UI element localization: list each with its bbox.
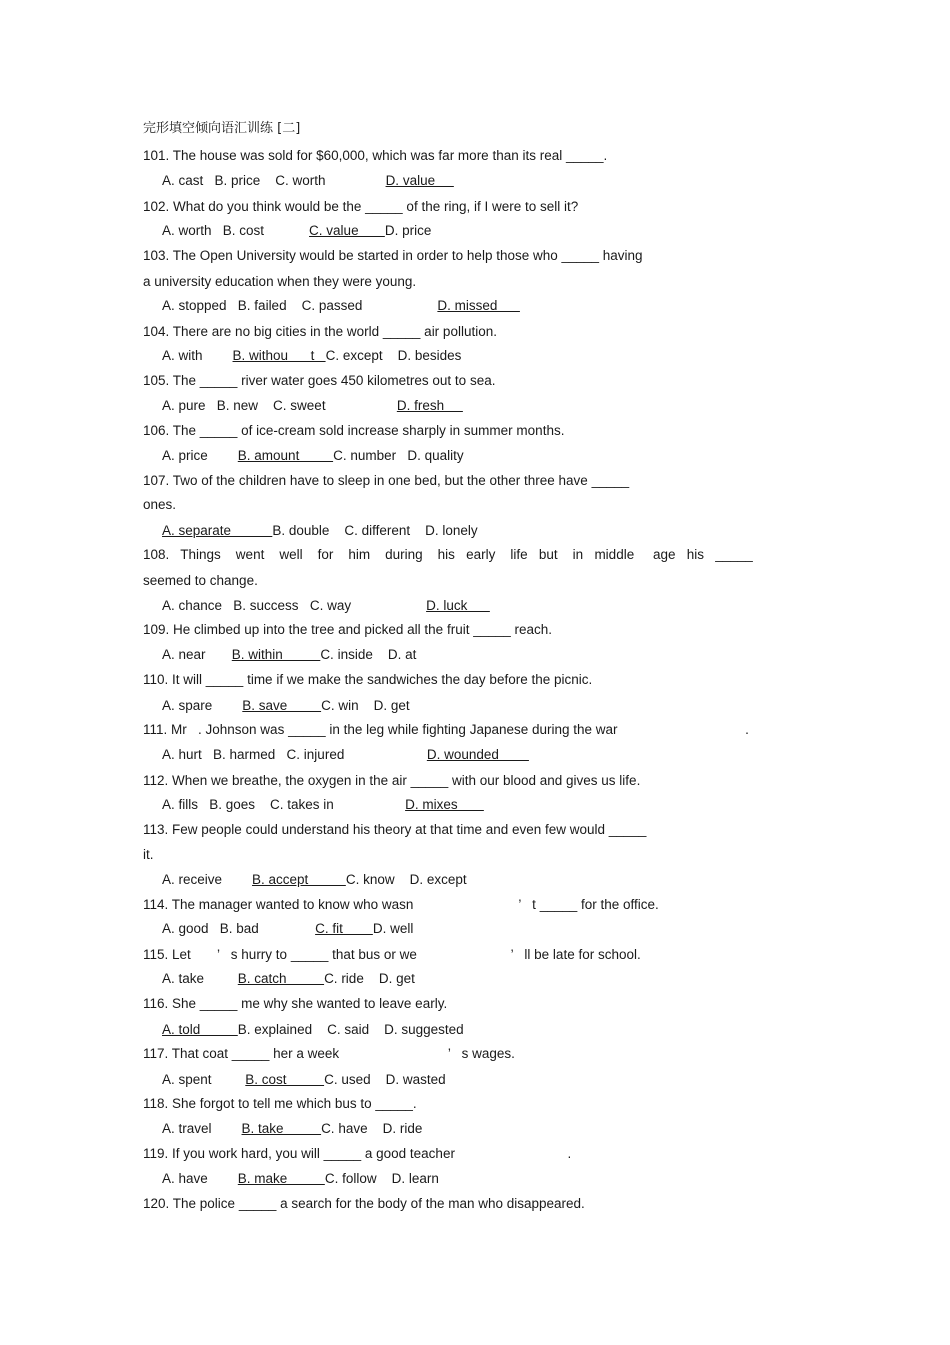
marked-answer: C. fit xyxy=(315,921,373,936)
question-112: 112. When we breathe, the oxygen in the air _____ with our blood and gives us life. xyxy=(143,773,641,788)
question-103-cont: a university education when they were young. xyxy=(143,274,417,289)
marked-answer: B. make xyxy=(237,1171,325,1186)
marked-answer: B. amount xyxy=(237,448,334,463)
question-107: 107. Two of the children have to sleep in one bed, but the other three have _____ xyxy=(143,473,630,488)
question-103: 103. The Open University would be started in order to help those who _____ having xyxy=(143,248,643,263)
marked-answer: D. value xyxy=(385,173,454,188)
question-109: 109. He climbed up into the tree and picked all the fruit _____ reach. xyxy=(143,622,553,637)
marked-answer: B. accept xyxy=(252,872,346,887)
marked-answer: D. missed xyxy=(437,298,520,313)
marked-answer: B. take xyxy=(241,1121,322,1136)
options-117: A. spent B. cost C. used D. wasted xyxy=(162,1072,446,1087)
marked-answer: A. separate xyxy=(162,523,273,538)
marked-answer: A. told xyxy=(162,1022,238,1037)
options-112: A. fills B. goes C. takes in D. mixes xyxy=(162,797,484,812)
options-104: A. with B. withou t C. except D. besides xyxy=(162,348,462,363)
options-106: A. price B. amount C. number D. quality xyxy=(162,448,464,463)
question-117: 117. That coat _____ her a week ’ s wages. xyxy=(143,1046,515,1061)
options-109: A. near B. within C. inside D. at xyxy=(162,647,417,662)
options-113: A. receive B. accept C. know D. except xyxy=(162,872,467,887)
options-103: A. stopped B. failed C. passed D. missed xyxy=(162,298,520,313)
options-114: A. good B. bad C. fit D. well xyxy=(162,921,414,936)
marked-answer: D. wounded xyxy=(426,747,529,762)
question-108-cont: seemed to change. xyxy=(143,573,258,588)
question-116: 116. She _____ me why she wanted to leave early. xyxy=(143,996,448,1011)
options-101: A. cast B. price C. worth D. value xyxy=(162,173,454,188)
options-115: A. take B. catch C. ride D. get xyxy=(162,971,415,986)
question-110: 110. It will _____ time if we make the sandwiches the day before the picnic. xyxy=(143,672,593,687)
options-102: A. worth B. cost C. value D. price xyxy=(162,223,432,238)
marked-answer: B. withou t xyxy=(232,348,326,363)
question-113-cont: it. xyxy=(143,847,154,862)
marked-answer: D. luck xyxy=(426,598,490,613)
marked-answer: B. catch xyxy=(237,971,325,986)
page-title: 完形填空倾向语汇训练 [二] xyxy=(143,121,301,136)
marked-answer: B. within xyxy=(231,647,321,662)
marked-answer: C. value xyxy=(309,223,385,238)
question-106: 106. The _____ of ice-cream sold increase sharply in summer months. xyxy=(143,423,565,438)
question-118: 118. She forgot to tell me which bus to _____. xyxy=(143,1096,417,1111)
question-107-cont: ones. xyxy=(143,497,177,512)
question-119: 119. If you work hard, you will _____ a good teacher . xyxy=(143,1146,572,1161)
question-102: 102. What do you think would be the _____ of the ring, if I were to sell it? xyxy=(143,199,579,214)
question-101: 101. The house was sold for $60,000, which was far more than its real _____. xyxy=(143,148,608,163)
marked-answer: D. fresh xyxy=(396,398,463,413)
options-107: A. separate B. double C. different D. lonely xyxy=(162,523,478,538)
question-113: 113. Few people could understand his theory at that time and even few would _____ xyxy=(143,822,647,837)
marked-answer: B. save xyxy=(242,698,322,713)
options-118: A. travel B. take C. have D. ride xyxy=(162,1121,423,1136)
options-116: A. told B. explained C. said D. suggested xyxy=(162,1022,464,1037)
question-105: 105. The _____ river water goes 450 kilometres out to sea. xyxy=(143,373,496,388)
options-105: A. pure B. new C. sweet D. fresh xyxy=(162,398,463,413)
options-110: A. spare B. save C. win D. get xyxy=(162,698,410,713)
options-111: A. hurt B. harmed C. injured D. wounded xyxy=(162,747,529,762)
question-104: 104. There are no big cities in the world _____ air pollution. xyxy=(143,324,497,339)
question-115: 115. Let ’ s hurry to _____ that bus or we ’ ll be late for school. xyxy=(143,947,641,962)
question-120: 120. The police _____ a search for the body of the man who disappeared. xyxy=(143,1196,585,1211)
marked-answer: D. mixes xyxy=(405,797,484,812)
marked-answer: B. cost xyxy=(245,1072,325,1087)
question-114: 114. The manager wanted to know who wasn ’ t _____ for the office. xyxy=(143,897,659,912)
options-108: A. chance B. success C. way D. luck xyxy=(162,598,490,613)
options-119: A. have B. make C. follow D. learn xyxy=(162,1171,439,1186)
question-111: 111. Mr . Johnson was _____ in the leg while fighting Japanese during the war . xyxy=(143,722,749,737)
question-108: 108. Things went well for him during his early life but in middle age his _____ xyxy=(143,547,753,562)
